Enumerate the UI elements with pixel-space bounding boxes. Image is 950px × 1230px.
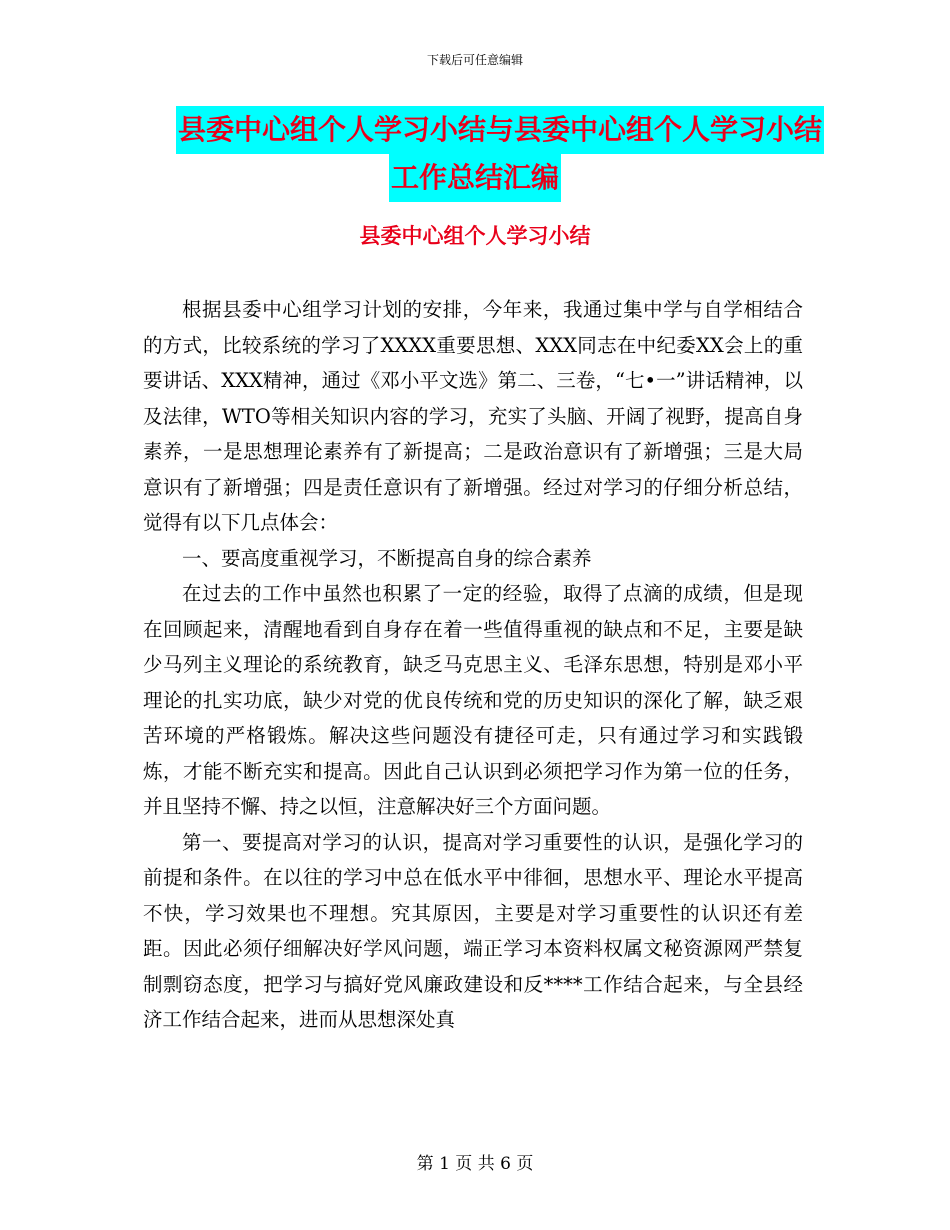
document-title xyxy=(0,106,950,202)
title-line-1: 县委中心组个人学习小结与县委中心组个人学习小结 xyxy=(176,106,824,154)
paragraph: 根据县委中心组学习计划的安排，今年来，我通过集中学与自学相结合的方式，比较系统的学习了XXXX重要思想、XXX同志在中纪委XX会上的重要讲话、XXX精神，通过《邓小平文选》第二、三卷，“七•一”讲话精神，以及法律，WTO等相关知识内容的学习，充实了头脑、开阔了视野，提高自身素养，一是思想理论素养有了新提高；二是政治意识有了新增强；三是大局意识有了新增强；四是责任意识有了新增强。经过对学习的仔细分析总结，觉得有以下几点体会： xyxy=(143,298,803,534)
header-note: 下载后可任意编辑 xyxy=(426,53,523,67)
section-title: 县委中心组个人学习小结 xyxy=(359,223,591,248)
body-text xyxy=(143,292,803,1038)
paragraph: 一、要高度重视学习，不断提高自身的综合素养 xyxy=(182,546,592,570)
page-number: 第 1 页 共 6 页 xyxy=(416,1154,534,1174)
paragraph: 第一、要提高对学习的认识，提高对学习重要性的认识，是强化学习的前提和条件。在以往的学习中总在低水平中徘徊，思想水平、理论水平提高不快，学习效果也不理想。究其原因，主要是对学习重要性的认识还有差距。因此必须仔细解决好学风问题，端正学习本资料权属文秘资源网严禁复制剽窃态度，把学习与搞好党风廉政建设和反****工作结合起来，与全县经济工作结合起来，进而从思想深处真 xyxy=(143,830,803,1031)
paragraph: 在过去的工作中虽然也积累了一定的经验，取得了点滴的成绩，但是现在回顾起来，清醒地看到自身存在着一些值得重视的缺点和不足，主要是缺少马列主义理论的系统教育，缺乏马克思主义、毛泽东思想，特别是邓小平理论的扎实功底，缺少对党的优良传统和党的历史知识的深化了解，缺乏艰苦环境的严格锻炼。解决这些问题没有捷径可走，只有通过学习和实践锻炼，才能不断充实和提高。因此自己认识到必须把学习作为第一位的任务，并且坚持不懈、持之以恒，注意解决好三个方面问题。 xyxy=(143,582,803,818)
title-line-2: 工作总结汇编 xyxy=(389,154,561,202)
